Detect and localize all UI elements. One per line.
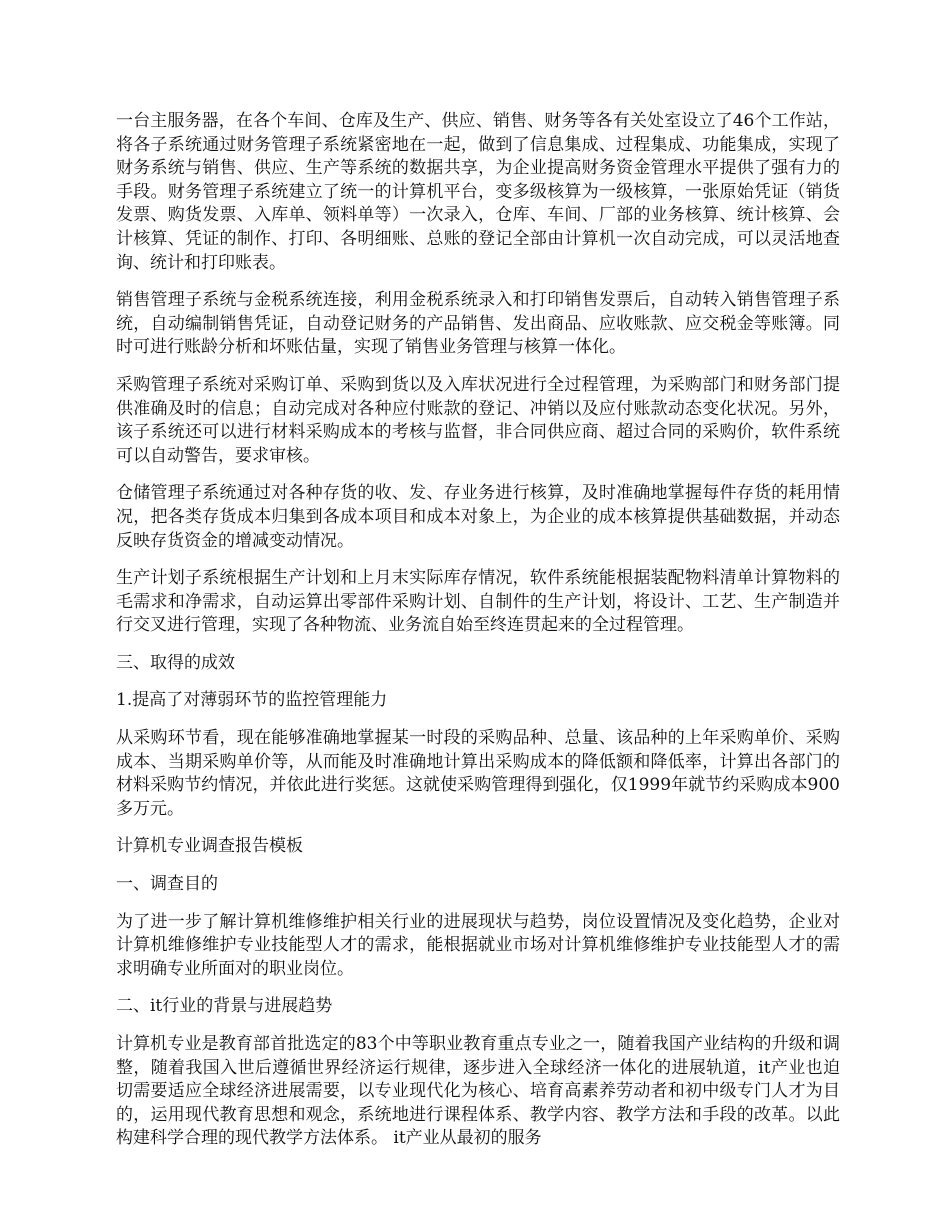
section-heading-purpose: 一、调查目的 bbox=[116, 874, 218, 895]
document-body bbox=[116, 110, 840, 1165]
paragraph-finance-system: 一台主服务器，在各个车间、仓库及生产、供应、销售、财务等各有关处室设立了46个工作站，将各子系统通过财务管理子系统紧密地在一起，做到了信息集成、过程集成、功能集成，实现了财务系统与销售、供应、生产等系统的数据共享，为企业提高财务资金管理水平提供了强有力的手段。财务管理子系统建立了统一的计算机平台，变多级核算为一级核算，一张原始凭证（销货发票、购货发票、入库单、领料单等）一次录入，仓库、车间、厂部的业务核算、统计核算、会计核算、凭证的制作、打印、各明细账、总账的登记全部由计算机一次自动完成，可以灵活地查询、统计和打印账表。 bbox=[116, 111, 840, 273]
paragraph-purchase-savings: 从采购环节看，现在能够准确地掌握某一时段的采购品种、总量、该品种的上年采购单价、采购成本、当期采购单价等，从而能及时准确地计算出采购成本的降低额和降低率，计算出各部门的材料采购节约情况，并依此进行奖惩。这就使采购管理得到强化，仅1999年就节约采购成本900多万元。 bbox=[116, 728, 840, 819]
paragraph-production-plan: 生产计划子系统根据生产计划和上月末实际库存情况，软件系统能根据装配物料清单计算物料的毛需求和净需求，自动运算出零部件采购计划、自制件的生产计划，将设计、工艺、生产制造并行交叉进行管理，实现了各种物流、业务流自始至终连贯起来的全过程管理。 bbox=[116, 568, 840, 636]
paragraph-sales-system: 销售管理子系统与金税系统连接，利用金税系统录入和打印销售发票后，自动转入销售管理子系统，自动编制销售凭证，自动登记财务的产品销售、发出商品、应收账款、应交税金等账簿。同时可进行账龄分析和坏账估量，实现了销售业务管理与核算一体化。 bbox=[116, 290, 840, 358]
subheading-monitoring: 1.提高了对薄弱环节的监控管理能力 bbox=[116, 690, 388, 711]
document-title-survey-report: 计算机专业调查报告模板 bbox=[116, 836, 303, 857]
section-heading-results: 三、取得的成效 bbox=[116, 652, 235, 673]
paragraph-it-background: 计算机专业是教育部首批选定的83个中等职业教育重点专业之一，随着我国产业结构的升级和调整，随着我国入世后遵循世界经济运行规律，逐步进入全球经济一体化的进展轨道，it产业也迫切需要适应全球经济进展需要，以专业现代化为核心、培育高素养劳动者和初中级专门人才为目的，运用现代教育思想和观念，系统地进行课程体系、教学内容、教学方法和手段的改革。以此构建科学合理的现代教学方法体系。 it产业从最初的服务 bbox=[116, 1034, 840, 1149]
paragraph-purchase-system: 采购管理子系统对采购订单、采购到货以及入库状况进行全过程管理，为采购部门和财务部门提供准确及时的信息；自动完成对各种应付账款的登记、冲销以及应付账款动态变化状况。另外，该子系统还可以进行材料采购成本的考核与监督，非合同供应商、超过合同的采购价，软件系统可以自动警告，要求审核。 bbox=[116, 374, 840, 466]
section-heading-it-background: 二、it行业的背景与进展趋势 bbox=[116, 996, 333, 1017]
paragraph-storage-system: 仓储管理子系统通过对各种存货的收、发、存业务进行核算，及时准确地掌握每件存货的耗用情况，把各类存货成本归集到各成本项目和成本对象上，为企业的成本核算提供基础数据，并动态反映存货资金的增减变动情况。 bbox=[116, 483, 840, 551]
paragraph-purpose: 为了进一步了解计算机维修维护相关行业的进展现状与趋势，岗位设置情况及变化趋势，企业对计算机维修维护专业技能型人才的需求，能根据就业市场对计算机维修维护专业技能型人才的需求明确专业所面对的职业岗位。 bbox=[116, 911, 840, 979]
